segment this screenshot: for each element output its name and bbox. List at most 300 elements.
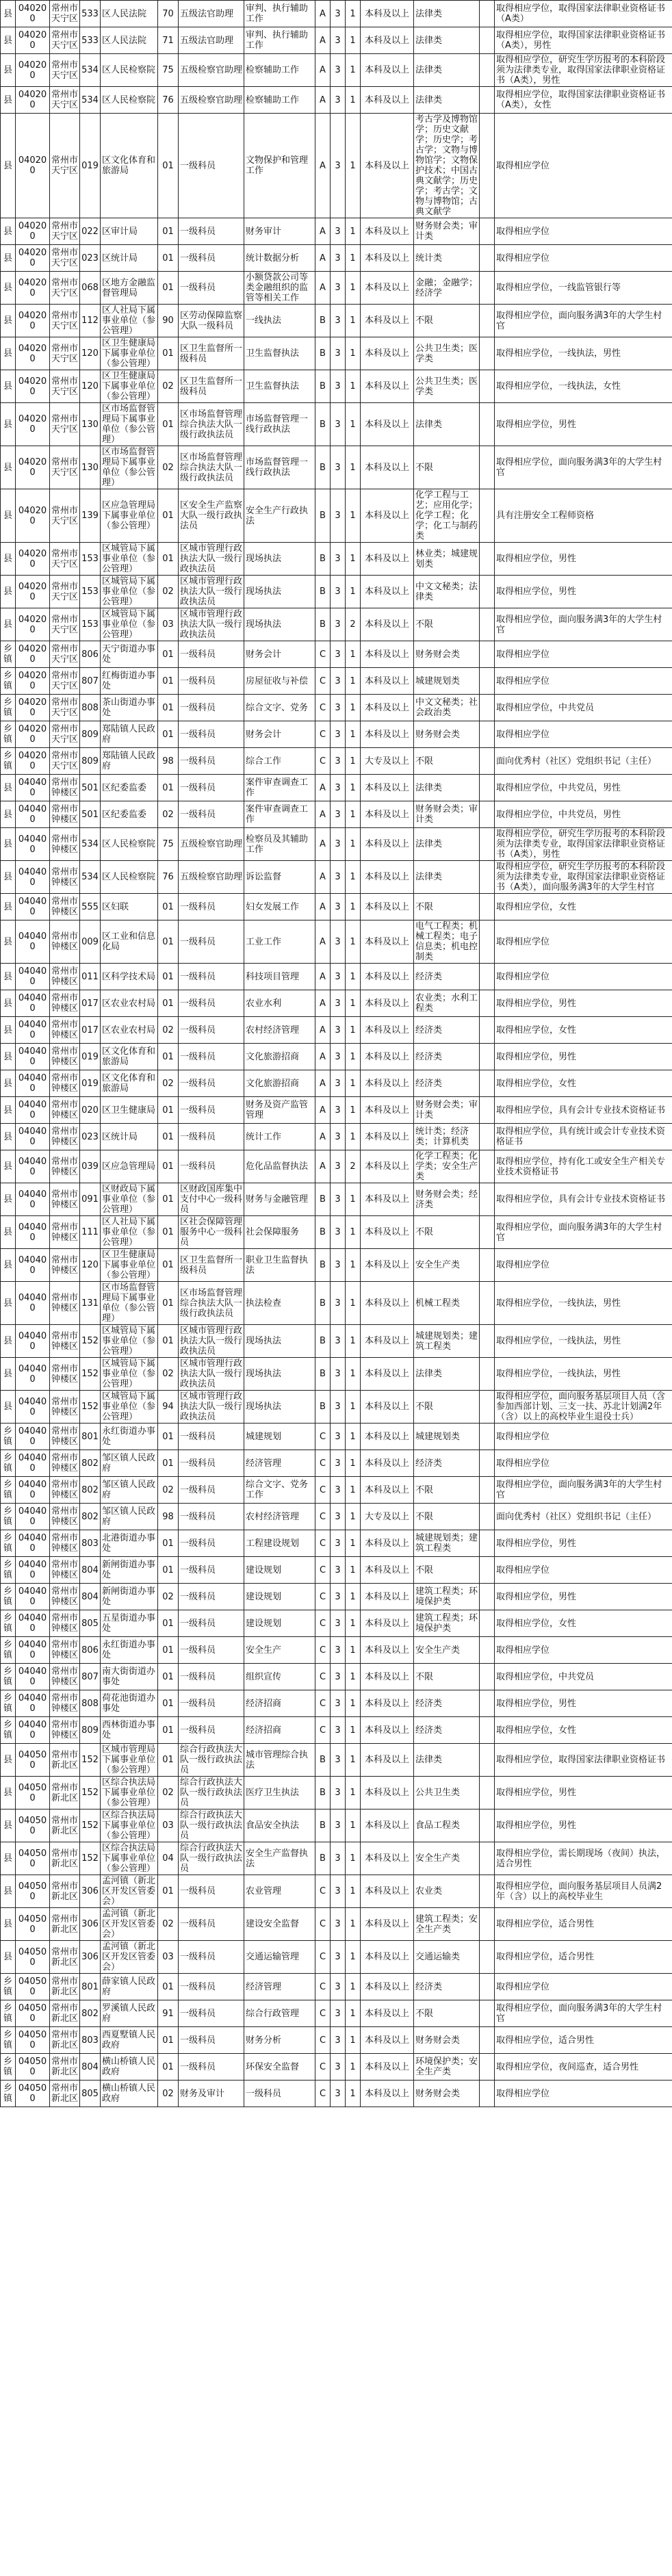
cell-dept-name: 区纪委监委 [101, 801, 158, 828]
cell-dept-name: 茶山街道办事处 [101, 695, 158, 721]
cell-dept-code: 807 [80, 1664, 101, 1690]
cell-code: 040500 [16, 1908, 50, 1941]
cell-code: 040400 [16, 1124, 50, 1150]
cell-education: 本科及以上 [361, 218, 414, 245]
cell-dept-code: 152 [80, 1358, 101, 1391]
cell-district: 常州市天宁区 [50, 54, 80, 87]
cell-education: 本科及以上 [361, 1, 414, 27]
cell-degree [480, 2054, 495, 2081]
cell-education: 本科及以上 [361, 1744, 414, 1777]
cell-other-requirements: 取得相应学位，面向服务基层项目人员（含参加西部计划、三支一扶、苏北计划满2年（含）以上的高校毕业生退役士兵） [495, 1391, 672, 1424]
cell-degree [480, 641, 495, 668]
cell-duty: 小额贷款公司等类金融组织的监管等相关工作 [244, 272, 315, 305]
cell-education: 本科及以上 [361, 801, 414, 828]
cell-category: B [315, 1282, 331, 1325]
cell-level: 县 [1, 446, 16, 489]
cell-exam-type: 3 [331, 1391, 346, 1424]
cell-category: A [315, 775, 331, 801]
cell-dept-name: 横山桥镇人民政府 [101, 2081, 158, 2107]
cell-major: 不限 [414, 608, 480, 641]
cell-duty: 市场监督管理一线行政执法 [244, 446, 315, 489]
table-row [1, 403, 672, 446]
cell-level: 县 [1, 54, 16, 87]
cell-dept-name: 郑陆镇人民政府 [101, 721, 158, 748]
cell-post-code: 01 [158, 489, 179, 543]
cell-post-code: 01 [158, 1097, 179, 1124]
cell-degree [480, 446, 495, 489]
cell-level: 县 [1, 1150, 16, 1183]
cell-level: 县 [1, 370, 16, 403]
cell-duty: 文物保护和管理工作 [244, 114, 315, 218]
cell-district: 常州市钟楼区 [50, 1637, 80, 1664]
cell-district: 常州市钟楼区 [50, 1044, 80, 1070]
cell-category: B [315, 1249, 331, 1282]
cell-dept-code: 019 [80, 1070, 101, 1097]
cell-dept-name: 孟河镇（新北区开发区管委会） [101, 1941, 158, 1974]
cell-post-name: 一级科员 [179, 1424, 244, 1450]
cell-category: A [315, 272, 331, 305]
table-row [1, 1530, 672, 1557]
cell-level: 乡镇 [1, 1637, 16, 1664]
cell-dept-name: 区人民检察院 [101, 87, 158, 114]
cell-other-requirements: 取得相应学位，中共党员 [495, 695, 672, 721]
cell-post-code: 76 [158, 87, 179, 114]
cell-level: 县 [1, 608, 16, 641]
cell-duty: 农业水利 [244, 990, 315, 1017]
cell-category: C [315, 1424, 331, 1450]
cell-post-name: 区城市管理行政执法大队一级行政执法员 [179, 1325, 244, 1358]
cell-headcount: 1 [346, 370, 361, 403]
cell-education: 本科及以上 [361, 1637, 414, 1664]
cell-level: 县 [1, 337, 16, 370]
cell-dept-code: 130 [80, 446, 101, 489]
cell-major: 中文文秘类；社会政治类 [414, 695, 480, 721]
table-row [1, 2000, 672, 2027]
cell-dept-name: 区人民检察院 [101, 54, 158, 87]
cell-degree [480, 370, 495, 403]
cell-post-code: 03 [158, 1809, 179, 1842]
cell-district: 常州市新北区 [50, 1809, 80, 1842]
cell-dept-name: 西夏墅镇人民政府 [101, 2027, 158, 2054]
cell-code: 040400 [16, 920, 50, 964]
cell-duty: 经济管理 [244, 1974, 315, 2000]
cell-exam-type: 3 [331, 1450, 346, 1477]
cell-post-name: 一级科员 [179, 1097, 244, 1124]
cell-dept-code: 534 [80, 87, 101, 114]
cell-post-code: 01 [158, 337, 179, 370]
cell-exam-type: 3 [331, 1777, 346, 1809]
cell-level: 县 [1, 305, 16, 337]
cell-other-requirements: 取得相应学位 [495, 1450, 672, 1477]
cell-post-code: 01 [158, 1124, 179, 1150]
cell-major: 法律类 [414, 403, 480, 446]
cell-dept-code: 152 [80, 1809, 101, 1842]
cell-code: 040500 [16, 1974, 50, 2000]
cell-post-code: 01 [158, 668, 179, 695]
cell-dept-name: 区综合执法局下属事业单位（参公管理） [101, 1842, 158, 1875]
cell-level: 县 [1, 1044, 16, 1070]
cell-category: C [315, 2054, 331, 2081]
table-row [1, 2054, 672, 2081]
cell-post-code: 02 [158, 1908, 179, 1941]
cell-level: 县 [1, 27, 16, 54]
cell-degree [480, 1249, 495, 1282]
cell-post-code: 01 [158, 403, 179, 446]
cell-district: 常州市新北区 [50, 1777, 80, 1809]
cell-category: C [315, 1875, 331, 1908]
cell-dept-name: 区综合执法局下属事业单位（参公管理） [101, 1809, 158, 1842]
cell-other-requirements: 取得相应学位，具有会计专业技术资格证书 [495, 1183, 672, 1216]
cell-dept-code: 152 [80, 1391, 101, 1424]
cell-major: 不限 [414, 1391, 480, 1424]
cell-post-code: 01 [158, 1744, 179, 1777]
cell-headcount: 1 [346, 1325, 361, 1358]
cell-post-code: 01 [158, 1424, 179, 1450]
cell-other-requirements: 取得相应学位，男性 [495, 1690, 672, 1717]
table-row [1, 245, 672, 272]
cell-major: 不限 [414, 1557, 480, 1584]
cell-other-requirements: 取得相应学位，适合男性 [495, 2027, 672, 2054]
cell-exam-type: 3 [331, 1358, 346, 1391]
cell-headcount: 1 [346, 1183, 361, 1216]
position-rows [1, 1, 672, 2107]
cell-other-requirements: 取得相应学位，适合男性 [495, 1941, 672, 1974]
cell-headcount: 1 [346, 1908, 361, 1941]
cell-duty: 市场监督管理一线行政执法 [244, 403, 315, 446]
cell-post-code: 02 [158, 1477, 179, 1504]
cell-degree [480, 1097, 495, 1124]
cell-post-code: 01 [158, 272, 179, 305]
cell-headcount: 1 [346, 54, 361, 87]
cell-headcount: 1 [346, 1282, 361, 1325]
cell-exam-type: 3 [331, 403, 346, 446]
cell-duty: 食品安全执法 [244, 1809, 315, 1842]
cell-other-requirements: 取得相应学位，面向服务满3年的大学生村官 [495, 446, 672, 489]
cell-post-code: 04 [158, 1842, 179, 1875]
table-row [1, 305, 672, 337]
cell-level: 县 [1, 775, 16, 801]
cell-dept-name: 区卫生健康局下属事业单位（参公管理） [101, 370, 158, 403]
table-row [1, 1941, 672, 1974]
cell-major: 化学工程类；化学类；安全生产类 [414, 1150, 480, 1183]
cell-category: A [315, 1, 331, 27]
cell-dept-code: 803 [80, 2027, 101, 2054]
cell-exam-type: 3 [331, 114, 346, 218]
cell-education: 本科及以上 [361, 641, 414, 668]
cell-education: 本科及以上 [361, 87, 414, 114]
cell-education: 本科及以上 [361, 721, 414, 748]
cell-category: A [315, 964, 331, 990]
cell-code: 040400 [16, 1358, 50, 1391]
cell-level: 县 [1, 1249, 16, 1282]
cell-degree [480, 27, 495, 54]
cell-post-name: 一级科员 [179, 894, 244, 920]
cell-degree [480, 1391, 495, 1424]
cell-dept-name: 五星街道办事处 [101, 1610, 158, 1637]
cell-headcount: 1 [346, 828, 361, 861]
cell-district: 常州市新北区 [50, 1875, 80, 1908]
cell-dept-code: 805 [80, 2081, 101, 2107]
cell-headcount: 1 [346, 305, 361, 337]
cell-duty: 建设规划 [244, 1610, 315, 1637]
cell-education: 本科及以上 [361, 964, 414, 990]
cell-district: 常州市钟楼区 [50, 1690, 80, 1717]
cell-dept-name: 区工业和信息化局 [101, 920, 158, 964]
cell-code: 040200 [16, 403, 50, 446]
cell-major: 财务财会类 [414, 641, 480, 668]
cell-duty: 现场执法 [244, 1391, 315, 1424]
cell-code: 040200 [16, 489, 50, 543]
cell-code: 040400 [16, 894, 50, 920]
cell-education: 本科及以上 [361, 2054, 414, 2081]
cell-headcount: 1 [346, 2054, 361, 2081]
cell-duty: 案件审查调查工作 [244, 775, 315, 801]
cell-code: 040500 [16, 2081, 50, 2107]
table-row [1, 1777, 672, 1809]
cell-exam-type: 3 [331, 218, 346, 245]
cell-dept-name: 新闸街道办事处 [101, 1584, 158, 1610]
cell-code: 040400 [16, 775, 50, 801]
cell-major: 法律类 [414, 861, 480, 894]
cell-post-name: 区市场监督管理综合执法大队一级行政执法员 [179, 403, 244, 446]
cell-code: 040200 [16, 305, 50, 337]
cell-level: 乡镇 [1, 721, 16, 748]
cell-degree [480, 576, 495, 608]
cell-degree [480, 1809, 495, 1842]
cell-category: B [315, 1183, 331, 1216]
cell-dept-name: 区卫生健康局下属事业单位（参公管理） [101, 337, 158, 370]
cell-headcount: 1 [346, 2000, 361, 2027]
cell-education: 本科及以上 [361, 990, 414, 1017]
cell-category: C [315, 1974, 331, 2000]
cell-headcount: 1 [346, 894, 361, 920]
cell-code: 040400 [16, 1477, 50, 1504]
cell-post-code: 01 [158, 114, 179, 218]
cell-degree [480, 1358, 495, 1391]
cell-level: 县 [1, 218, 16, 245]
cell-major: 法律类 [414, 1, 480, 27]
table-row [1, 1325, 672, 1358]
cell-district: 常州市新北区 [50, 2054, 80, 2081]
table-row [1, 2027, 672, 2054]
cell-category: C [315, 1717, 331, 1744]
cell-code: 040400 [16, 1504, 50, 1530]
cell-dept-name: 区农业农村局 [101, 1017, 158, 1044]
cell-major: 交通运输类 [414, 1941, 480, 1974]
cell-exam-type: 3 [331, 801, 346, 828]
cell-major: 食品工程类 [414, 1809, 480, 1842]
cell-duty: 检察辅助工作 [244, 54, 315, 87]
table-row [1, 27, 672, 54]
cell-headcount: 1 [346, 114, 361, 218]
cell-other-requirements: 取得相应学位 [495, 920, 672, 964]
cell-dept-name: 永红街道办事处 [101, 1424, 158, 1450]
cell-category: C [315, 1664, 331, 1690]
cell-level: 乡镇 [1, 2054, 16, 2081]
table-row [1, 748, 672, 775]
cell-degree [480, 608, 495, 641]
cell-other-requirements: 取得相应学位，取得国家法律职业资格证书 [495, 1744, 672, 1777]
cell-exam-type: 3 [331, 1216, 346, 1249]
cell-dept-code: 806 [80, 1637, 101, 1664]
cell-exam-type: 3 [331, 370, 346, 403]
cell-post-code: 01 [158, 695, 179, 721]
cell-district: 常州市天宁区 [50, 87, 80, 114]
cell-education: 本科及以上 [361, 1450, 414, 1477]
cell-headcount: 1 [346, 920, 361, 964]
cell-major: 法律类 [414, 775, 480, 801]
table-row [1, 1842, 672, 1875]
cell-post-code: 01 [158, 245, 179, 272]
cell-post-name: 一级科员 [179, 1974, 244, 2000]
cell-major: 不限 [414, 1477, 480, 1504]
cell-degree [480, 272, 495, 305]
cell-category: B [315, 543, 331, 576]
cell-dept-code: 306 [80, 1908, 101, 1941]
cell-level: 县 [1, 964, 16, 990]
table-row [1, 1664, 672, 1690]
cell-district: 常州市钟楼区 [50, 1124, 80, 1150]
cell-other-requirements: 取得相应学位，中共党员，男性 [495, 775, 672, 801]
cell-headcount: 1 [346, 861, 361, 894]
cell-code: 040500 [16, 2027, 50, 2054]
cell-dept-name: 区城管局下属事业单位（参公管理） [101, 1358, 158, 1391]
table-row [1, 54, 672, 87]
cell-other-requirements: 取得相应学位，男性 [495, 543, 672, 576]
cell-dept-code: 111 [80, 1216, 101, 1249]
table-row [1, 1017, 672, 1044]
cell-degree [480, 543, 495, 576]
cell-post-name: 一级科员 [179, 1017, 244, 1044]
cell-level: 县 [1, 1183, 16, 1216]
cell-level: 县 [1, 894, 16, 920]
cell-other-requirements: 取得相应学位，持有化工或安全生产相关专业技术资格证书 [495, 1150, 672, 1183]
cell-level: 县 [1, 1744, 16, 1777]
cell-major: 城建规划类 [414, 668, 480, 695]
cell-category: B [315, 337, 331, 370]
cell-other-requirements: 取得相应学位 [495, 1637, 672, 1664]
cell-education: 本科及以上 [361, 1097, 414, 1124]
cell-exam-type: 3 [331, 695, 346, 721]
cell-category: C [315, 2000, 331, 2027]
table-row [1, 1717, 672, 1744]
cell-dept-code: 120 [80, 1249, 101, 1282]
cell-headcount: 1 [346, 1, 361, 27]
cell-major: 经济类 [414, 1717, 480, 1744]
cell-degree [480, 1664, 495, 1690]
cell-major: 法律类 [414, 1358, 480, 1391]
cell-category: B [315, 1842, 331, 1875]
table-row [1, 370, 672, 403]
cell-category: A [315, 861, 331, 894]
cell-education: 本科及以上 [361, 245, 414, 272]
cell-level: 县 [1, 1842, 16, 1875]
cell-duty: 农业管理 [244, 1875, 315, 1908]
cell-other-requirements: 取得相应学位，女性 [495, 894, 672, 920]
cell-headcount: 1 [346, 695, 361, 721]
cell-education: 本科及以上 [361, 543, 414, 576]
cell-code: 040500 [16, 1875, 50, 1908]
cell-category: C [315, 721, 331, 748]
cell-other-requirements: 取得相应学位 [495, 2081, 672, 2107]
cell-other-requirements: 取得相应学位 [495, 721, 672, 748]
cell-code: 040200 [16, 668, 50, 695]
table-row [1, 446, 672, 489]
cell-category: C [315, 1610, 331, 1637]
table-row [1, 1183, 672, 1216]
cell-exam-type: 3 [331, 337, 346, 370]
cell-code: 040400 [16, 1391, 50, 1424]
cell-code: 040400 [16, 1216, 50, 1249]
cell-education: 本科及以上 [361, 1690, 414, 1717]
table-row [1, 828, 672, 861]
cell-code: 040200 [16, 87, 50, 114]
cell-category: B [315, 446, 331, 489]
cell-category: C [315, 1504, 331, 1530]
cell-district: 常州市钟楼区 [50, 1664, 80, 1690]
cell-level: 县 [1, 1809, 16, 1842]
cell-post-code: 76 [158, 861, 179, 894]
cell-headcount: 1 [346, 1477, 361, 1504]
cell-code: 040500 [16, 2000, 50, 2027]
cell-dept-code: 534 [80, 54, 101, 87]
cell-post-name: 区市场监督管理综合执法大队一级行政执法员 [179, 446, 244, 489]
cell-category: B [315, 1358, 331, 1391]
cell-post-name: 区社会保障管理服务中心一级科员 [179, 1216, 244, 1249]
cell-major: 建筑工程类；环境保护类 [414, 1610, 480, 1637]
cell-post-name: 一级科员 [179, 748, 244, 775]
cell-post-code: 01 [158, 894, 179, 920]
cell-exam-type: 3 [331, 721, 346, 748]
cell-dept-code: 153 [80, 576, 101, 608]
cell-district: 常州市天宁区 [50, 370, 80, 403]
cell-code: 040400 [16, 1017, 50, 1044]
cell-dept-code: 804 [80, 2054, 101, 2081]
cell-dept-code: 534 [80, 861, 101, 894]
table-row [1, 1, 672, 27]
cell-dept-name: 区财政局下属事业单位（参公管理） [101, 1183, 158, 1216]
cell-level: 县 [1, 1875, 16, 1908]
cell-dept-code: 801 [80, 1424, 101, 1450]
cell-category: C [315, 1941, 331, 1974]
cell-dept-name: 区应急管理局下属事业单位（参公管理） [101, 489, 158, 543]
cell-duty: 现场执法 [244, 576, 315, 608]
cell-dept-code: 022 [80, 218, 101, 245]
cell-dept-code: 152 [80, 1777, 101, 1809]
table-row [1, 1974, 672, 2000]
cell-degree [480, 964, 495, 990]
cell-category: A [315, 801, 331, 828]
cell-district: 常州市钟楼区 [50, 1717, 80, 1744]
table-row [1, 861, 672, 894]
cell-district: 常州市钟楼区 [50, 920, 80, 964]
cell-degree [480, 305, 495, 337]
cell-exam-type: 3 [331, 1584, 346, 1610]
cell-post-code: 01 [158, 1875, 179, 1908]
cell-headcount: 1 [346, 1070, 361, 1097]
cell-education: 本科及以上 [361, 1777, 414, 1809]
cell-code: 040200 [16, 721, 50, 748]
cell-category: A [315, 1017, 331, 1044]
cell-code: 040200 [16, 218, 50, 245]
table-row [1, 218, 672, 245]
cell-major: 城建规划类 [414, 1424, 480, 1450]
table-row [1, 1424, 672, 1450]
cell-dept-name: 天宁街道办事处 [101, 641, 158, 668]
cell-duty: 工业工作 [244, 920, 315, 964]
table-row [1, 1097, 672, 1124]
cell-other-requirements: 取得相应学位，女性 [495, 1070, 672, 1097]
